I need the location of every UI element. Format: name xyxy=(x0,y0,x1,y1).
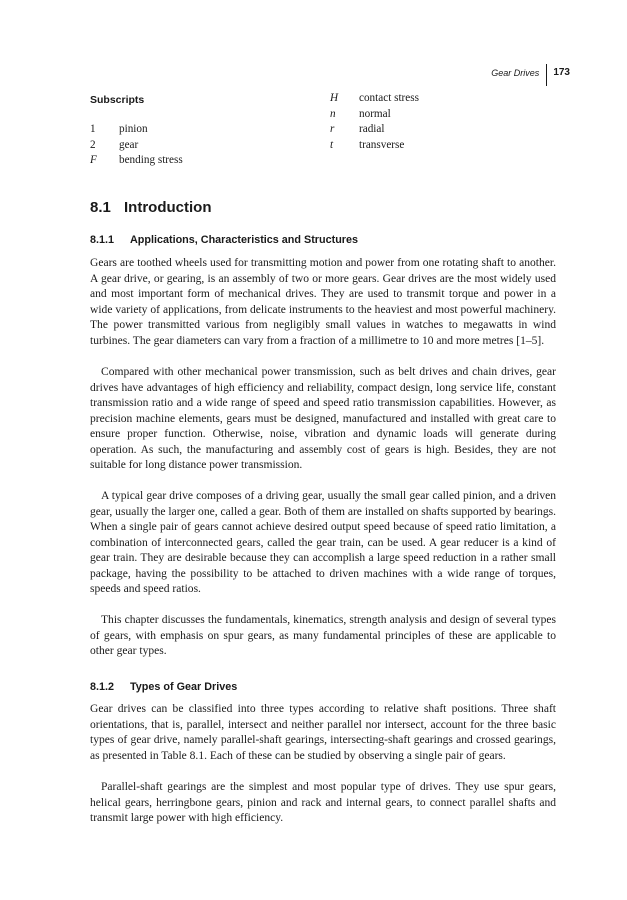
page-number: 173 xyxy=(553,67,570,78)
subscripts-left-list xyxy=(90,122,183,169)
subscript-symbol: H xyxy=(330,92,339,104)
body-paragraph: A typical gear drive composes of a driving gear, usually the small gear called pinion, and a driven gear, usually the larger one, called a gear. Both of them are installed on shafts supported by bearings. When a single pair of gears cannot achieve desired output speed because of speed ratio limitation, a combination of interconnected gears, called the gear train, can be used. A gear reducer is a kind of gear train. They are desirable because they can accomplish a large speed reduction in a rather small package, having the possibility to be attached to driven machines with a wide range of torques, speeds and speed ratios. xyxy=(90,490,556,596)
subscripts-right-list xyxy=(330,91,419,153)
subscript-row xyxy=(90,138,183,154)
subscript-symbol: n xyxy=(330,107,336,120)
subscript-symbol: 2 xyxy=(90,138,96,151)
subscript-row xyxy=(330,91,419,107)
subsection-heading-types xyxy=(90,681,237,693)
subscript-description: normal xyxy=(359,107,391,120)
subscript-description: contact stress xyxy=(359,92,419,104)
subscript-row xyxy=(330,107,419,123)
subscript-description: bending stress xyxy=(119,154,183,166)
subscript-symbol: r xyxy=(330,123,335,135)
subsection-heading-applications xyxy=(90,234,358,246)
body-paragraph: This chapter discusses the fundamentals, kinematics, strength analysis and design of several types of gears, with emphasis on spur gears, as many fundamental principles of these are applicable to other gear types. xyxy=(90,614,556,658)
running-header xyxy=(491,64,570,84)
subscript-row xyxy=(330,138,419,154)
subscript-description: transverse xyxy=(359,138,405,151)
subscript-description: radial xyxy=(359,123,385,135)
subscripts-heading: Subscripts xyxy=(90,94,145,106)
running-title: Gear Drives xyxy=(491,68,540,78)
body-paragraph: Parallel-shaft gearings are the simplest and most popular type of drives. They use spur gears, helical gears, herringbone gears, pinion and rack and internal gears, to connect parallel shafts and transmit large power with high efficiency. xyxy=(90,781,556,825)
body-paragraph: Gear drives can be classified into three types according to relative shaft positions. Three shaft orientations, that is, parallel, intersect and neither parallel nor intersect, account for the three basic types of gear drive, namely parallel-shaft gearings, intersecting-shaft gearings and crossed gearings, as presented in Table 8.1. Each of these can be studied by observing a single pair of gears. xyxy=(90,703,556,762)
subscript-symbol: t xyxy=(330,138,334,151)
subscript-description: pinion xyxy=(119,123,148,135)
subsection-title: Types of Gear Drives xyxy=(130,681,238,693)
section-title: Introduction xyxy=(124,199,212,216)
body-paragraph: Gears are toothed wheels used for transmitting motion and power from one rotating shaft to another. A gear drive, or gearing, is an assembly of two or more gears. Gear drives are the most widely used and most important form of mechanical drives. They are used to transmit torque and power in a wide variety of applications, from delicate instruments to the heaviest and most powerful machinery. The power transmitted various from negligibly small values in watches to megawatts in wind turbines. The gear diameters can vary from a fraction of a millimetre to 10 and more metres [1–5]. xyxy=(90,257,556,347)
subscript-row xyxy=(90,153,183,169)
subsection-title: Applications, Characteristics and Structures xyxy=(130,234,358,246)
subscript-row xyxy=(330,122,419,138)
subscript-row xyxy=(90,122,183,138)
subsection-number: 8.1.2 xyxy=(90,681,115,693)
subscript-description: gear xyxy=(119,138,139,151)
body-paragraph: Compared with other mechanical power transmission, such as belt drives and chain drives, gear drives have advantages of high efficiency and reliability, compact design, long service life, constant transmission ratio and a wide range of speed and speed ratio transmission capabilities. However, as precision machine elements, gears must be designed, manufactured and installed with great care to ensure proper function. Otherwise, noise, vibration and dynamic loads will generate during operation. As such, the manufacturing and assembly cost of gears is high. Besides, they are not suitable for long distance power transmission. xyxy=(90,366,556,472)
section-heading xyxy=(90,199,211,216)
section-number: 8.1 xyxy=(90,199,111,216)
subscript-symbol: 1 xyxy=(90,123,96,135)
subsection-number: 8.1.1 xyxy=(90,234,115,246)
subscript-symbol: F xyxy=(90,154,97,166)
